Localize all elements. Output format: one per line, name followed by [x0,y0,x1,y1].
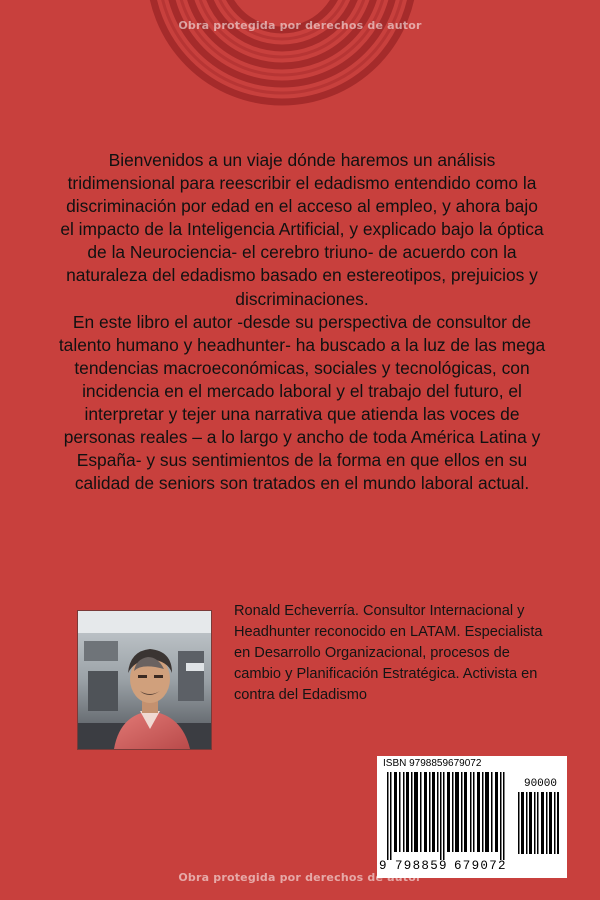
blurb-paragraph-2: En este libro el autor -desde su perspectiva de consultor de talento humano y headhunter- ha buscado a la luz de las mega tendencias macroeconómicas, sociales y tecnológicas, con incidencia en el mercado laboral y el trabajo del futuro, el interpretar y tejer una narrativa que atienda las voces de personas reales – a lo largo y ancho de toda América Latina y España- y sus sentimientos de la forma en que ellos en su calidad de seniors son tratados en el mundo laboral actual. [58,311,546,494]
copyright-watermark-top: Obra protegida por derechos de autor [178,19,422,32]
price-code: 90000 [523,778,557,790]
barcode-digit-group-2: 679072 [454,859,507,873]
isbn-barcode [377,756,567,878]
copyright-watermark-bottom: Obra protegida por derechos de autor [178,871,422,884]
isbn-label: ISBN 9798859679072 [383,758,482,769]
supplement-barcode-bars [518,792,560,854]
blurb-paragraph-1: Bienvenidos a un viaje dónde haremos un análisis tridimensional para reescribir el edadismo entendido como la discriminación por edad en el acceso al empleo, y ahora bajo el impacto de la Inteligencia Artificial, y explicado bajo la óptica de la Neurociencia- el cerebro triuno- de acuerdo con la naturaleza del edadismo basado en estereotipos, prejuicios y discriminaciones. [60,150,544,309]
concentric-rings-graphic [0,0,600,120]
barcode-digit-group-1: 798859 [395,859,448,873]
author-photo [77,610,212,750]
barcode-digit-lead: 9 [379,859,387,873]
book-blurb [58,149,546,495]
author-bio: Ronald Echeverría. Consultor Internacional y Headhunter reconocido en LATAM. Especialista en Desarrollo Organizacional, procesos de cambio y Planificación Estratégica. Activista en contra del Edadismo [234,603,543,704]
ean-barcode-bars [384,772,512,860]
